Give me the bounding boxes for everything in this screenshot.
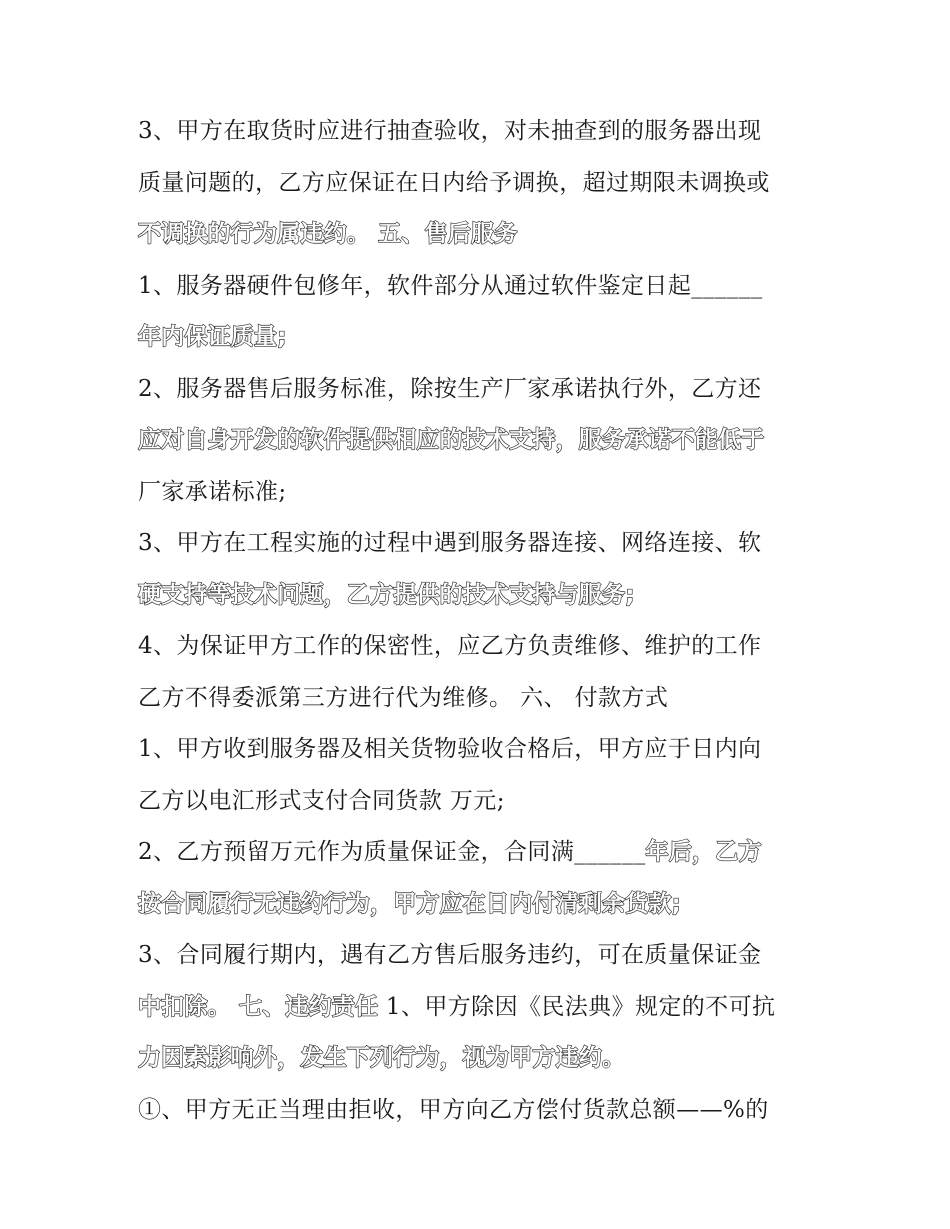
line-styled-text: 中扣除。 七、违约责任	[138, 993, 379, 1020]
line-text: 乙方不得委派第三方进行代为维修。 六、 付款方式	[138, 684, 669, 711]
line-styled-text: 应对自身开发的软件提供相应的技术支持，服务承诺不能低于	[138, 427, 765, 453]
text-line	[138, 621, 860, 673]
text-line	[138, 106, 860, 158]
line-styled-text: 按合同履行无违约行为，甲方应在日内付清剩余货款;	[138, 890, 681, 917]
line-text: ①、甲方无正当理由拒收，甲方向乙方偿付货款总额——%的	[138, 1096, 769, 1123]
line-text: 乙方以电汇形式支付合同货款 万元;	[138, 787, 505, 814]
text-line	[138, 776, 860, 828]
text-line	[138, 158, 860, 210]
text-line	[138, 261, 860, 313]
text-line	[138, 982, 860, 1034]
line-text-after: 1、甲方除因《民法典》规定的不可抗	[378, 993, 776, 1020]
line-text: 3、合同履行期内，遇有乙方售后服务违约，可在质量保证金	[138, 942, 762, 968]
line-text: 1、服务器硬件包修年，软件部分从通过软件鉴定日起______	[138, 272, 763, 299]
line-styled-text: 不调换的行为属违约。 五、售后服务	[138, 221, 518, 247]
text-line	[138, 467, 860, 519]
line-text: 3、甲方在工程实施的过程中遇到服务器连接、网络连接、软	[138, 530, 762, 556]
text-line	[138, 673, 860, 725]
line-styled-text: 年内保证质量;	[138, 324, 287, 350]
text-line	[138, 364, 860, 416]
line-text: 3、甲方在取货时应进行抽查验收，对未抽查到的服务器出现	[138, 118, 762, 144]
text-line	[138, 1033, 860, 1085]
line-text: 1、甲方收到服务器及相关货物验收合格后，甲方应于日内向	[138, 736, 762, 762]
text-line	[138, 312, 860, 364]
text-line	[138, 570, 860, 622]
text-line	[138, 415, 860, 467]
line-styled-text: 硬支持等技术问题，乙方提供的技术支持与服务;	[138, 581, 635, 608]
line-text: 厂家承诺标准;	[138, 478, 287, 505]
text-line	[138, 930, 860, 982]
line-text: 2、乙方预留万元作为质量保证金，合同满______	[138, 839, 646, 865]
line-text: 4、为保证甲方工作的保密性，应乙方负责维修、维护的工作	[138, 633, 762, 659]
text-line	[138, 1085, 860, 1137]
text-line	[138, 724, 860, 776]
text-line	[138, 879, 860, 931]
line-styled-text: 力因素影响外，发生下列行为，视为甲方违约。	[138, 1045, 626, 1071]
line-text: 2、服务器售后服务标准，除按生产厂家承诺执行外，乙方还	[138, 375, 762, 402]
line-text: 质量问题的，乙方应保证在日内给予调换，超过期限未调换或	[138, 169, 770, 196]
line-styled-text: 年后，乙方	[645, 839, 762, 865]
text-line	[138, 209, 860, 261]
text-line	[138, 518, 860, 570]
text-line	[138, 827, 860, 879]
